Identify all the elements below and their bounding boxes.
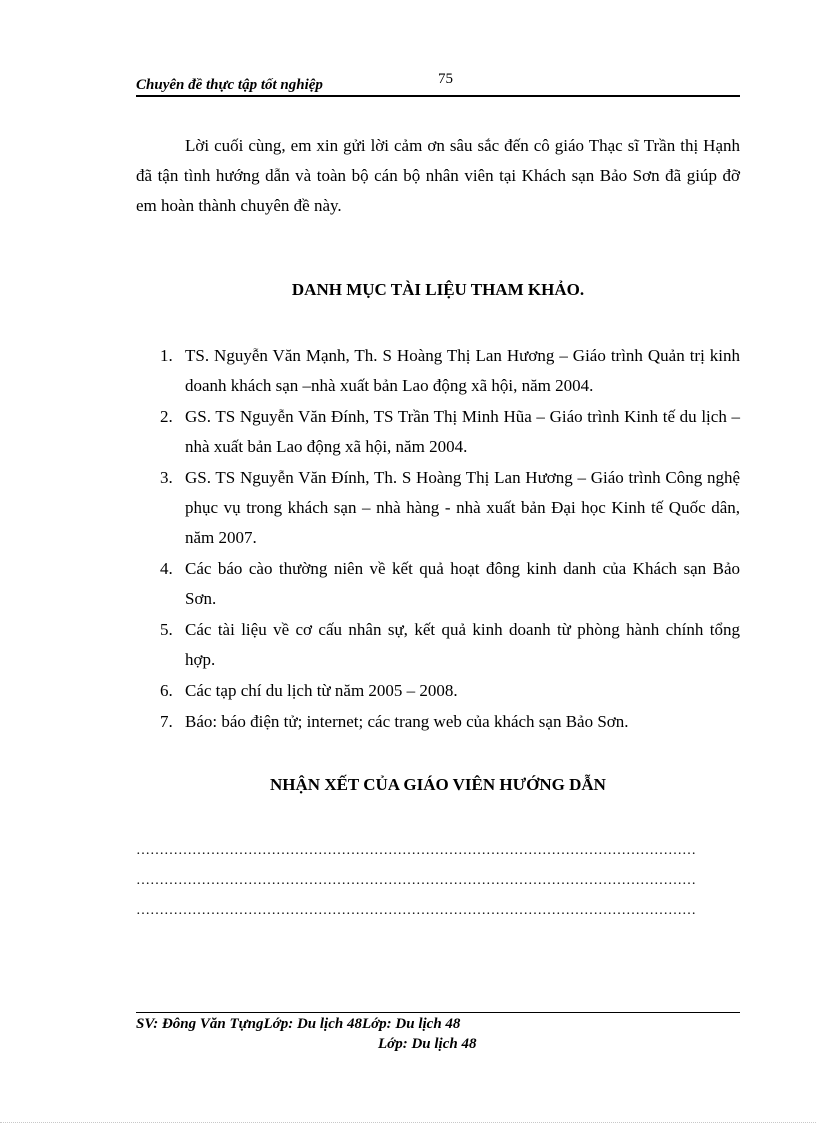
footer-class-line: Lớp: Du lịch 48 bbox=[378, 1036, 477, 1052]
reference-item bbox=[136, 707, 740, 737]
closing-paragraph: Lời cuối cùng, em xin gửi lời cảm ơn sâu sắc đến cô giáo Thạc sĩ Trần thị Hạnh đã tận tình hướng dẫn và toàn bộ cán bộ nhân viên tại Khách sạn Bảo Sơn đã giúp đỡ em hoàn thành chuyên đề này. bbox=[136, 136, 740, 215]
reference-number: 2. bbox=[160, 407, 173, 426]
review-line: ………………………………………………………………………………………………………… bbox=[136, 843, 696, 858]
reference-number: 3. bbox=[160, 468, 173, 487]
reference-text: Các báo cào thường niên về kết quả hoạt đông kinh danh của Khách sạn Bảo Sơn. bbox=[185, 559, 740, 608]
reference-number: 1. bbox=[160, 346, 173, 365]
reference-item bbox=[136, 402, 740, 462]
references-heading: DANH MỤC TÀI LIỆU THAM KHẢO. bbox=[291, 280, 585, 299]
reference-number: 5. bbox=[160, 620, 173, 639]
reference-text: GS. TS Nguyễn Văn Đính, Th. S Hoàng Thị Lan Hương – Giáo trình Công nghệ phục vụ trong khách sạn – nhà hàng - nhà xuất bản Đại học Kinh tế Quốc dân, năm 2007. bbox=[185, 468, 740, 547]
reference-item bbox=[136, 554, 740, 614]
reference-item bbox=[136, 676, 740, 706]
reference-text: GS. TS Nguyễn Văn Đính, TS Trần Thị Minh Hũa – Giáo trình Kinh tế du lịch – nhà xuất bản Lao động xã hội, năm 2004. bbox=[185, 407, 740, 456]
references-list bbox=[136, 341, 740, 738]
reference-number: 4. bbox=[160, 559, 173, 578]
reference-number: 6. bbox=[160, 681, 173, 700]
reference-item bbox=[136, 615, 740, 675]
reference-item bbox=[136, 463, 740, 553]
header-title: Chuyên đề thực tập tốt nghiệp bbox=[136, 77, 323, 93]
reference-number: 7. bbox=[160, 712, 173, 731]
review-line: ………………………………………………………………………………………………………… bbox=[136, 873, 696, 888]
review-heading: NHẬN XẾT CỦA GIÁO VIÊN HƯỚNG DẪN bbox=[270, 775, 606, 794]
reference-item bbox=[136, 341, 740, 401]
page-number: 75 bbox=[438, 71, 453, 87]
reference-text: Báo: báo điện tử; internet; các trang web của khách sạn Bảo Sơn. bbox=[185, 712, 629, 731]
reference-text: Các tạp chí du lịch từ năm 2005 – 2008. bbox=[185, 681, 458, 700]
footer-student-line: SV: Đông Văn TựngLớp: Du lịch 48Lớp: Du lịch 48 bbox=[136, 1016, 461, 1032]
reference-text: Các tài liệu về cơ cấu nhân sự, kết quả kinh doanh từ phòng hành chính tổng hợp. bbox=[185, 620, 740, 669]
reference-text: TS. Nguyễn Văn Mạnh, Th. S Hoàng Thị Lan Hương – Giáo trình Quản trị kinh doanh khách sạn –nhà xuất bản Lao động xã hội, năm 2004. bbox=[185, 346, 740, 395]
review-line: ………………………………………………………………………………………………………… bbox=[136, 903, 696, 918]
header-divider bbox=[136, 95, 740, 97]
footer-divider bbox=[136, 1012, 740, 1013]
